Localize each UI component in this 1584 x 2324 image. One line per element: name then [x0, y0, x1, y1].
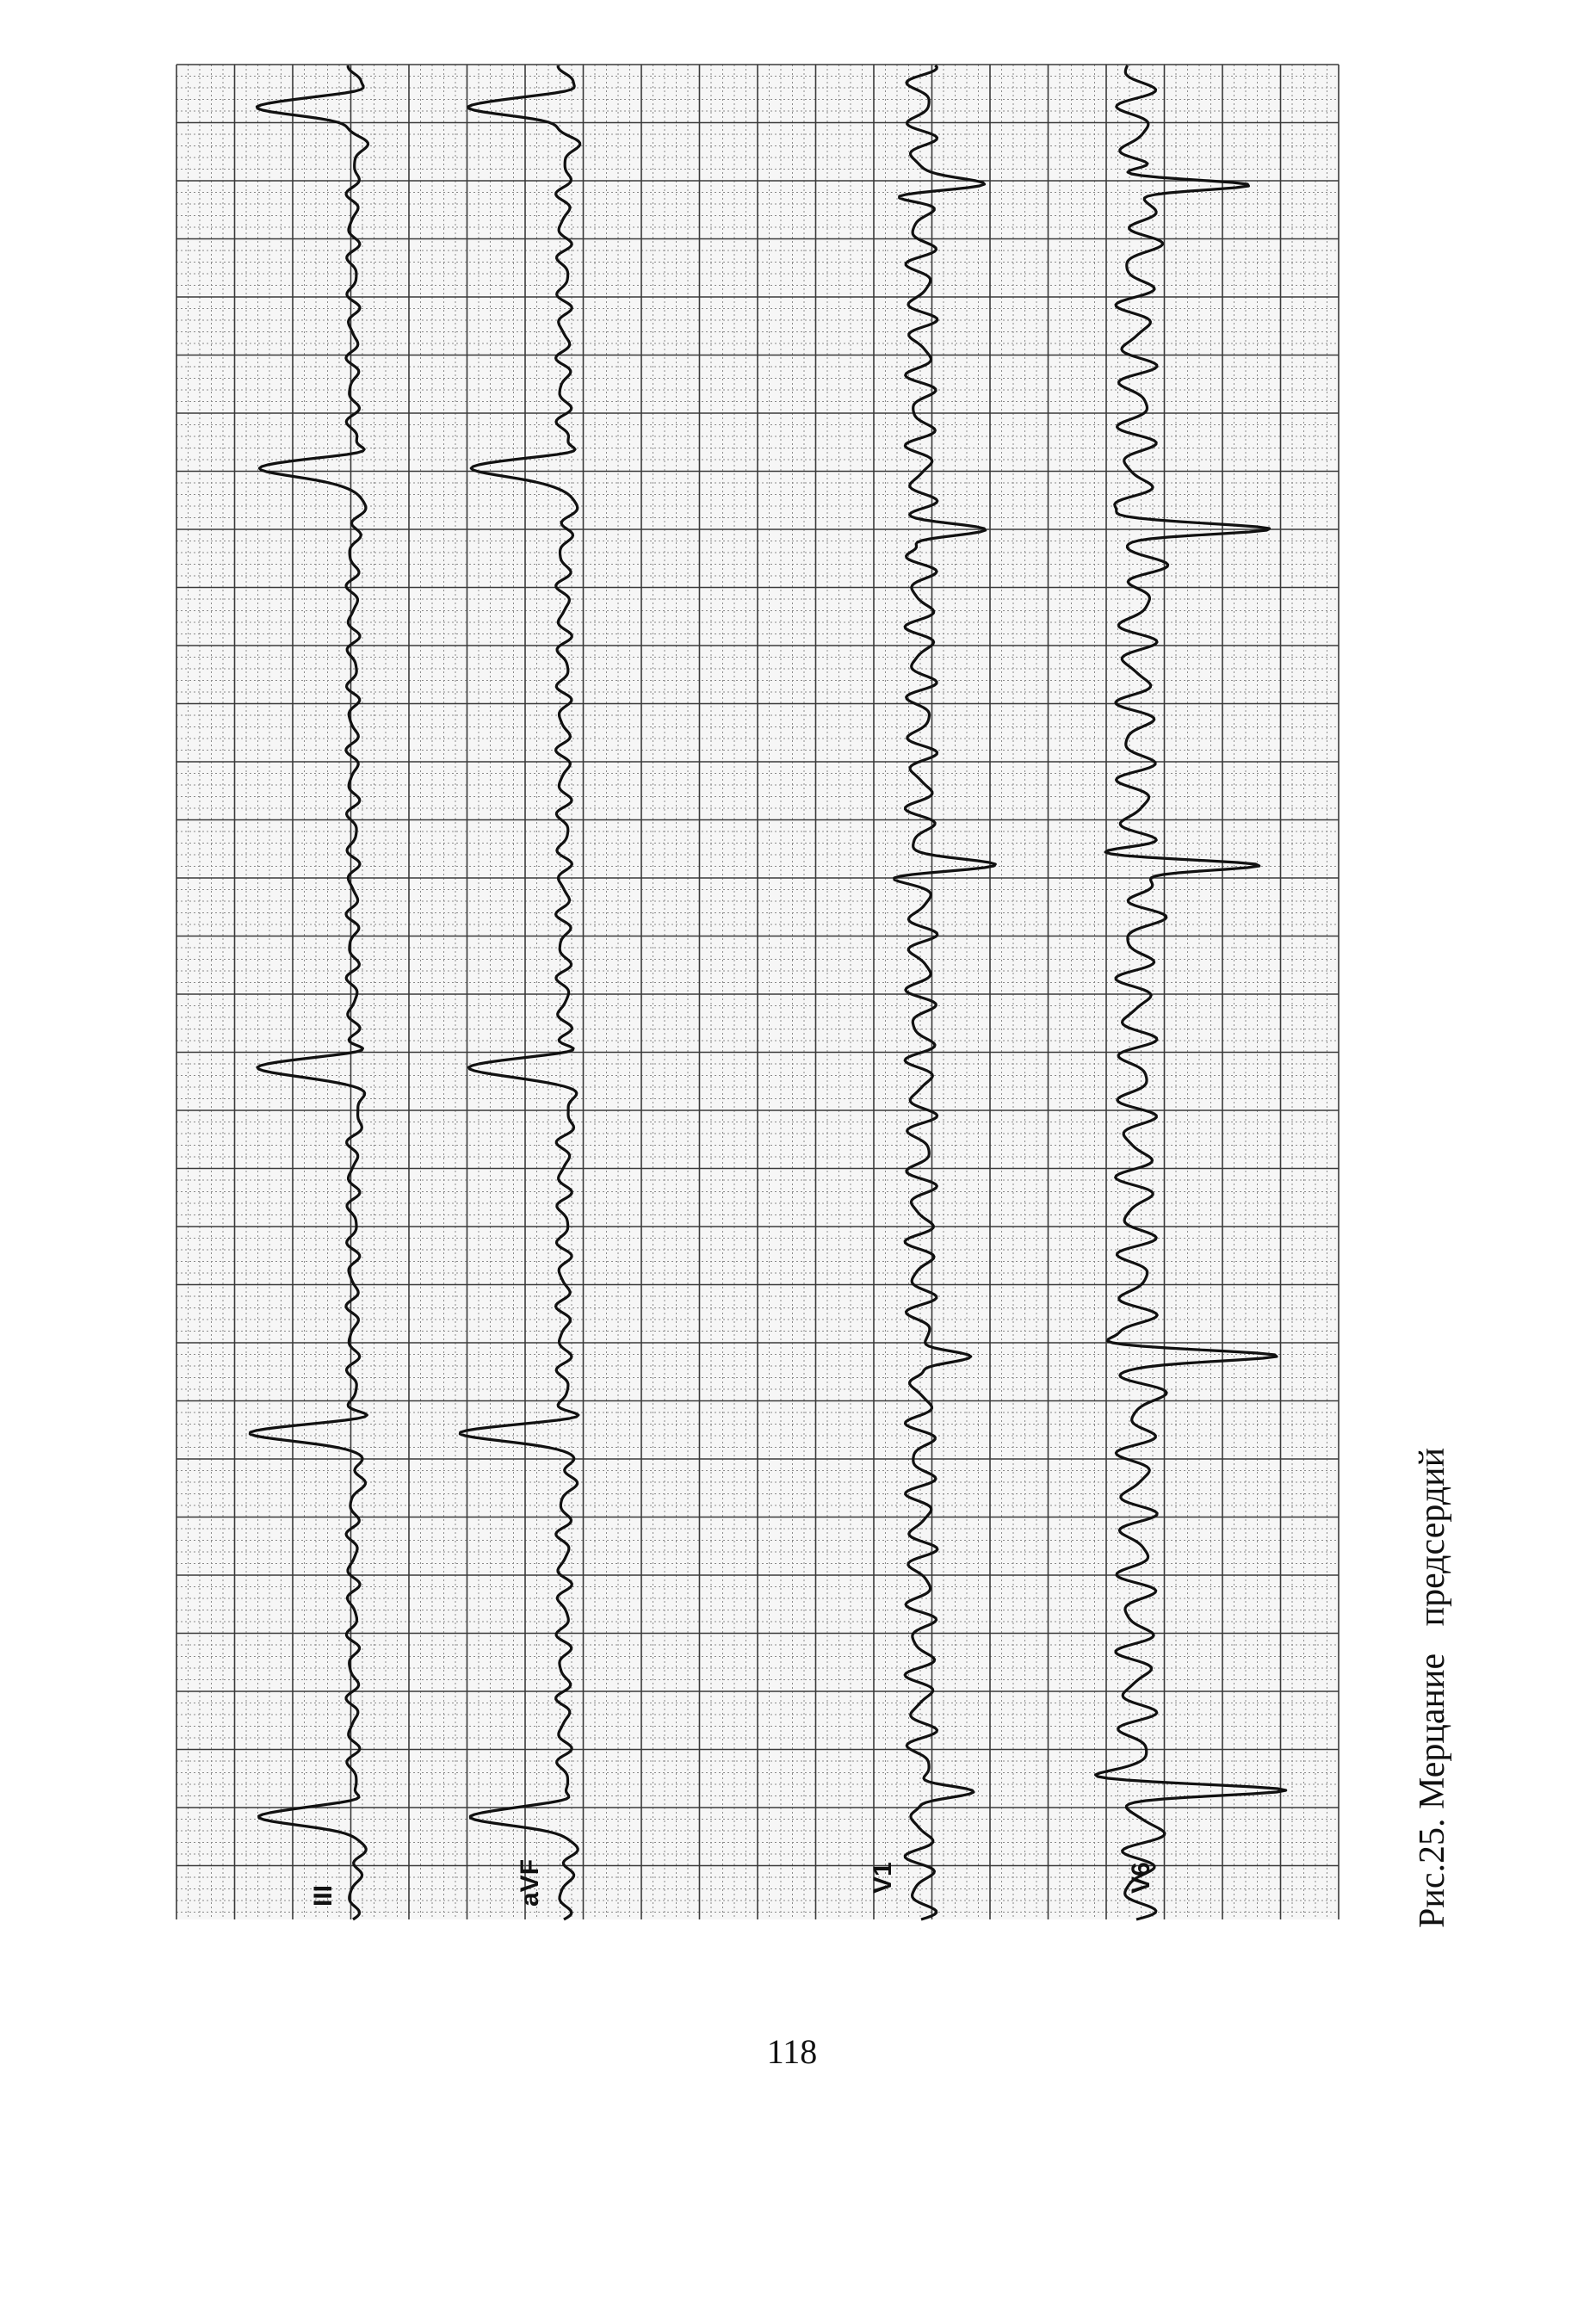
lead-label-v6: V6 — [1127, 1862, 1155, 1894]
lead-label-v1: V1 — [869, 1862, 897, 1894]
lead-label-avf: aVF — [516, 1858, 544, 1907]
page-number: 118 — [766, 2032, 818, 2071]
figure-caption: Рис.25. Мерцание предсердий — [1413, 1447, 1452, 1928]
lead-label-iii: III — [309, 1884, 337, 1907]
